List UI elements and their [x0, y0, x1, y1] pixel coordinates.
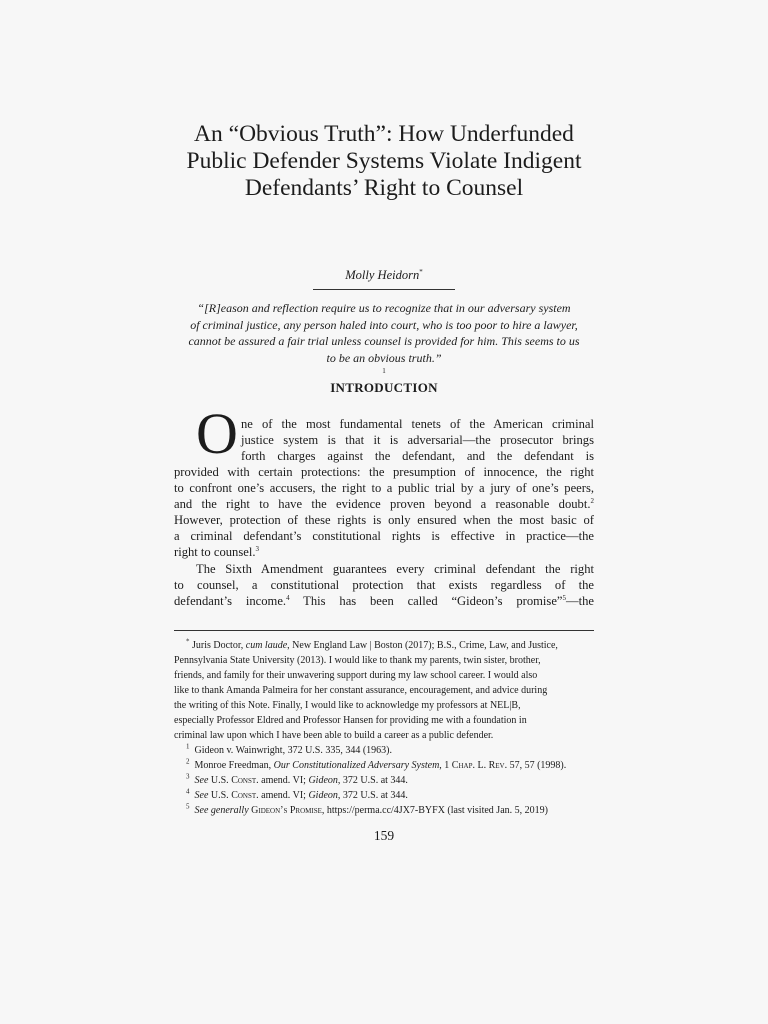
footnote-text: Gideon — [308, 775, 338, 786]
paragraph-line-text: This has been called “Gideon’s promise” — [289, 594, 563, 608]
paragraph-line — [174, 544, 259, 560]
paragraph-line: justice system is that it is adversarial—the prosecutor brings — [241, 433, 594, 447]
footnote-number: 3 — [186, 772, 190, 781]
footnote-text: Chap. L. Rev. — [451, 760, 508, 771]
footnote-text: amend. VI; — [258, 775, 309, 786]
footnote-line: friends, and family for their unwavering support during my law school career. I would also — [174, 670, 538, 681]
footnote-ref: 3 — [255, 544, 259, 553]
title-line: Defendants’ Right to Counsel — [244, 175, 524, 201]
footnote-text: Gideon v. Wainwright, 372 U.S. 335, 344 (1963). — [194, 745, 393, 756]
author-footnote-marker: * — [419, 267, 423, 276]
paragraph-line-text: right to counsel. — [174, 545, 256, 559]
footnote-number: 5 — [186, 802, 190, 811]
paragraph-line-text: defendant’s income. — [174, 594, 287, 608]
footnote-text: , 372 U.S. at 344. — [337, 775, 408, 786]
paragraph-line: to confront one’s accusers, the right to a public trial by a jury of one’s peers, — [174, 481, 594, 495]
footnote-line: criminal law upon which I have been able to build a career as a public defender. — [174, 730, 494, 741]
footnote-1 — [186, 743, 392, 758]
footnote-star — [186, 638, 558, 653]
footnote-number: 2 — [186, 757, 190, 766]
footnote-number: * — [186, 637, 190, 646]
footnote-number: 1 — [186, 742, 190, 751]
footnote-4 — [186, 788, 408, 803]
paragraph-line — [174, 496, 594, 512]
section-heading — [300, 380, 468, 396]
footnote-text: Juris Doctor, — [192, 640, 246, 651]
paragraph-line: forth charges against the defendant, and the defendant is — [241, 449, 594, 463]
paragraph-line: However, protection of these rights is only ensured when the most basic of — [174, 513, 594, 527]
footnote-line: especially Professor Eldred and Professor Hansen for providing me with a foundation in — [174, 715, 527, 726]
footnote-divider — [174, 630, 594, 631]
footnote-text: Const. — [231, 790, 259, 801]
footnote-line: like to thank Amanda Palmeira for her constant assurance, encouragement, and advice during — [174, 685, 548, 696]
footnote-line: the writing of this Note. Finally, I would like to acknowledge my professors at NEL|B, — [174, 700, 521, 711]
footnote-text: See — [194, 790, 209, 801]
footnote-text: Our Constitutionalized Adversary System — [273, 760, 440, 771]
title-line: Public Defender Systems Violate Indigent — [186, 148, 582, 174]
footnote-text: See — [194, 775, 209, 786]
footnote-text: , https://perma.cc/4JX7-BYFX (last visited Jan. 5, 2019) — [321, 805, 548, 816]
footnote-ref: 4 — [286, 593, 290, 602]
footnote-text: Gideon — [308, 790, 338, 801]
footnote-text: Const. — [231, 775, 259, 786]
paragraph-line: a criminal defendant’s constitutional rights is effective in practice—the — [174, 529, 594, 543]
epigraph-line: of criminal justice, any person haled into court, who is too poor to hire a lawyer, — [190, 317, 578, 332]
paragraph-line — [174, 593, 594, 609]
section-heading-rest: NTRODUCTION — [335, 380, 438, 395]
section-heading-initial: I — [330, 380, 336, 395]
footnote-ref: 1 — [382, 367, 386, 375]
epigraph — [176, 300, 592, 383]
paragraph-line: The Sixth Amendment guarantees every criminal defendant the right — [196, 562, 594, 576]
footnote-text: Gideon’s Promise — [251, 805, 322, 816]
title-line: An “Obvious Truth”: How Underfunded — [194, 121, 574, 147]
article-title — [120, 121, 648, 202]
epigraph-line: cannot be assured a fair trial unless counsel is provided for him. This seems to us — [188, 334, 580, 348]
footnote-ref: 2 — [590, 496, 594, 505]
paragraph-line: ne of the most fundamental tenets of the American criminal — [241, 417, 594, 431]
footnote-text: , 1 — [439, 760, 452, 771]
author-underline — [313, 289, 455, 290]
footnote-ref: 5 — [562, 593, 567, 602]
footnote-text: amend. VI; — [258, 790, 309, 801]
paragraph-line: provided with certain protections: the presumption of innocence, the right — [174, 465, 594, 479]
paragraph-line: to counsel, a constitutional protection that exists regardless of the — [174, 578, 594, 592]
footnote-number: 4 — [186, 787, 190, 796]
footnote-text: U.S. — [208, 790, 232, 801]
footnote-3 — [186, 773, 408, 788]
footnote-text: Monroe Freedman, — [194, 760, 274, 771]
drop-cap: O — [196, 401, 238, 466]
footnote-line: Pennsylvania State University (2013). I would like to thank my parents, twin sister, brother, — [174, 655, 541, 666]
footnote-text: , New England Law | Boston (2017); B.S., Crime, Law, and Justice, — [287, 640, 558, 651]
footnote-text: 57, 57 (1998). — [507, 760, 567, 771]
paragraph-line-text: —the — [566, 594, 594, 608]
epigraph-line-text: to be an obvious truth.” — [326, 350, 442, 365]
paragraph-line-text: and the right to have the evidence proven beyond a reasonable doubt. — [174, 497, 591, 511]
footnote-5 — [186, 803, 548, 818]
footnote-2 — [186, 758, 566, 773]
author-name: Molly Heidorn — [345, 268, 420, 282]
footnote-text: cum laude — [245, 640, 288, 651]
epigraph-line — [176, 350, 592, 383]
footnote-text: U.S. — [208, 775, 232, 786]
footnote-text: , 372 U.S. at 344. — [337, 790, 408, 801]
epigraph-line: “[R]eason and reflection require us to recognize that in our adversary system — [197, 301, 571, 315]
author-byline — [314, 268, 454, 283]
footnote-text: See generally — [194, 805, 249, 816]
page-number: 159 — [373, 828, 395, 843]
